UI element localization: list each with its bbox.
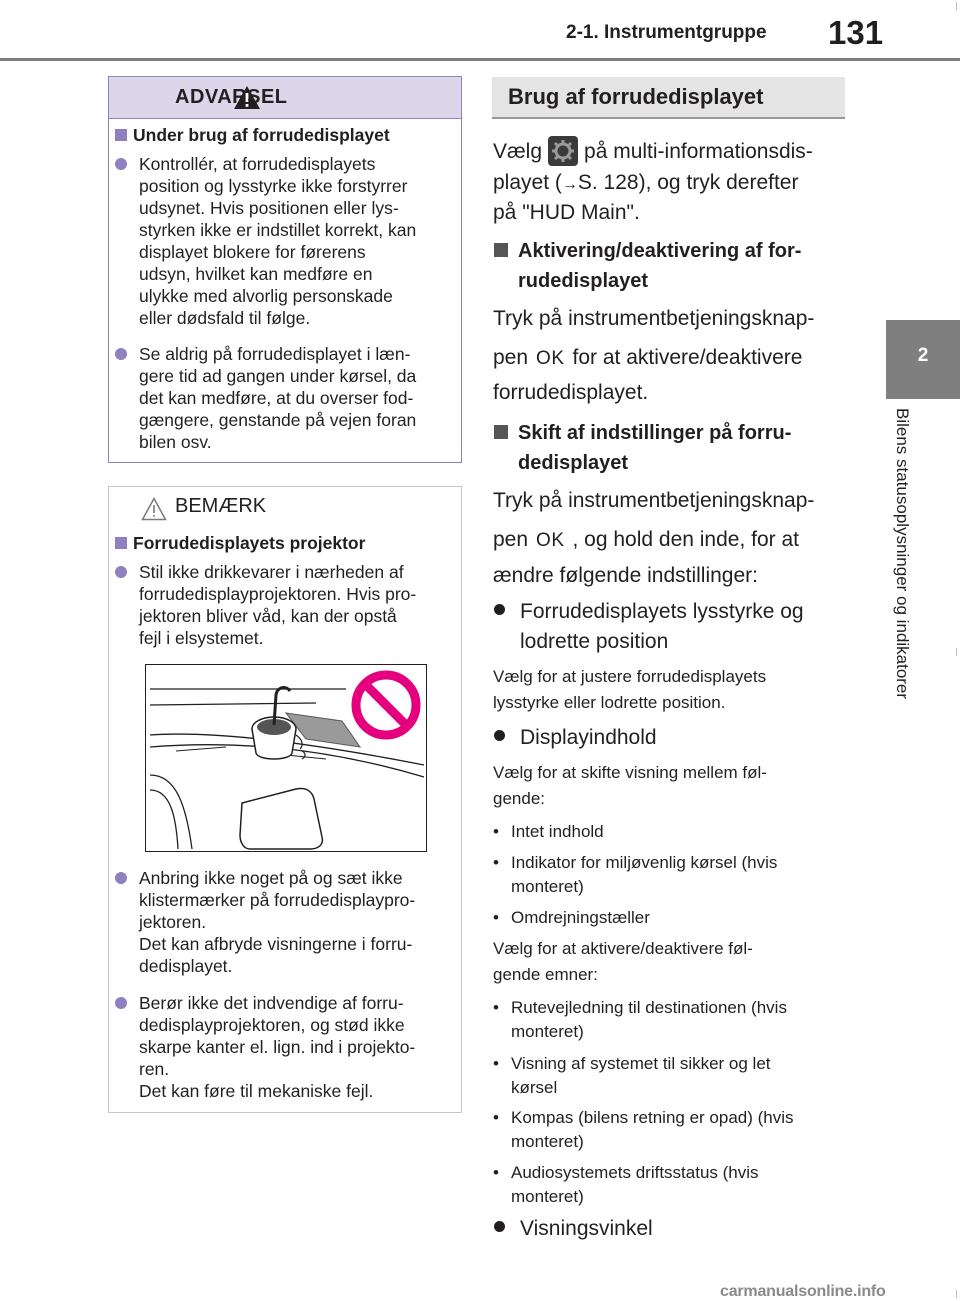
- ok-button-symbol: OK: [536, 348, 565, 369]
- projector-drink-illustration: [145, 664, 427, 852]
- warning-box: [108, 76, 462, 463]
- warning-section-title: [115, 125, 390, 146]
- square-bullet-icon: [494, 425, 508, 439]
- crop-mark: [956, 1290, 957, 1298]
- round-bullet-icon: [115, 158, 127, 170]
- warning-header: [109, 77, 461, 119]
- round-bullet-icon: [494, 604, 505, 615]
- list-item: • Audiosystemets driftsstatus (hvis monteret): [511, 1161, 759, 1209]
- brightness-desc-2: lysstyrke eller lodrette position.: [493, 693, 726, 712]
- subsection-title-settings-2: dedisplayet: [518, 452, 629, 474]
- round-bullet-icon: [115, 872, 127, 884]
- no-drinks-near-projector-image: [146, 665, 425, 850]
- arrow-icon: →: [561, 176, 578, 193]
- subsection-title-line: Aktivering/deaktivering af for-: [518, 240, 802, 262]
- toggle-desc-1: Vælg for at aktivere/deaktivere føl-: [493, 939, 753, 958]
- settings-text-2: [493, 525, 799, 556]
- intro-line2-pre: playet (: [493, 171, 562, 194]
- subsection-title-activation: [494, 236, 801, 266]
- intro-post: på multi-informationsdis-: [584, 140, 813, 163]
- crop-mark: [956, 2, 957, 10]
- option-viewing-angle: [494, 1214, 653, 1244]
- settings-text-1: Tryk på instrumentbetjeningsknap-: [493, 489, 815, 512]
- round-bullet-icon: [494, 1221, 505, 1232]
- warning-title: ADVARSEL: [175, 86, 288, 108]
- page-number: 131: [828, 14, 884, 51]
- notice-bullet-text: Berør ikke det indvendige af forru- dedisplayprojektoren, og stød ikke skarpe kanter el. lign. ind i projekto- ren. Det kan føre til mekaniske fejl.: [139, 993, 416, 1101]
- watermark: carmanualsonline.info: [720, 1283, 886, 1300]
- crop-mark: [956, 648, 957, 656]
- warning-bullet-text: Kontrollér, at forrudedisplayets position og lysstyrke ikke forstyrrer udsynet. Hvis positionen eller lys- styrken ikke er indstillet korrekt, kan displayet blokere for førerens udsyn, hvilket kan medføre en ulykke med alvorlig personskade eller dødsfald til følge.: [139, 154, 417, 328]
- settings-pre: pen: [493, 528, 529, 551]
- notice-bullet-text: Stil ikke drikkevarer i nærheden af forrudedisplayprojektoren. Hvis pro- jektoren bliver våd, kan der opstå fejl i elsystemet.: [139, 562, 417, 648]
- option-display-content: [494, 723, 657, 753]
- option-brightness-2: lodrette position: [520, 630, 669, 653]
- settings-gear-icon: [548, 136, 578, 166]
- list-item: • Rutevejledning til destinationen (hvis monteret): [511, 996, 787, 1044]
- list-item: • Kompas (bilens retning er opad) (hvis monteret): [511, 1106, 794, 1154]
- ok-button-symbol: OK: [536, 530, 565, 551]
- activation-post: for at aktivere/deaktivere: [572, 346, 803, 369]
- warning-bullet-1: [115, 153, 455, 333]
- notice-section-text: Forrudedisplayets projektor: [133, 533, 366, 553]
- intro-line2-post: S. 128), og tryk derefter: [577, 171, 799, 194]
- chapter-title-vertical: [892, 408, 922, 748]
- settings-text-3: ændre følgende indstillinger:: [493, 564, 758, 587]
- notice-bullet-text: Anbring ikke noget på og sæt ikke klistermærker på forrudedisplaypro- jektoren. Det kan afbryde visningerne i forru- dedisplayet.: [139, 868, 416, 976]
- activation-text-1: Tryk på instrumentbetjeningsknap-: [493, 307, 815, 330]
- settings-post: , og hold den inde, for at: [572, 528, 799, 551]
- list-item: • Intet indhold: [511, 820, 604, 844]
- square-bullet-icon: [115, 129, 127, 141]
- intro-line-2: [493, 168, 798, 200]
- list-item: • Indikator for miljøvenlig kørsel (hvis monteret): [511, 851, 777, 899]
- activation-text-3: forrudedisplayet.: [493, 381, 649, 404]
- notice-title: BEMÆRK: [175, 495, 267, 517]
- chapter-title-text: Bilens statusoplysninger og indikatorer: [893, 408, 912, 700]
- round-bullet-icon: [494, 730, 505, 741]
- intro-line-1: [493, 136, 813, 167]
- display-desc-2: gende:: [493, 789, 545, 808]
- warning-section-text: Under brug af forrudedisplayet: [133, 125, 390, 145]
- list-item: • Visning af systemet til sikker og let kørsel: [511, 1052, 771, 1100]
- brightness-desc-1: Vælg for at justere forrudedisplayets: [493, 667, 767, 686]
- subsection-title-line: Skift af indstillinger på forru-: [518, 422, 792, 444]
- square-bullet-icon: [115, 537, 127, 549]
- intro-line-3: på "HUD Main".: [493, 201, 640, 224]
- notice-bullet-1: [115, 561, 455, 653]
- notice-bullet-3: [115, 992, 455, 1104]
- toggle-desc-2: gende emner:: [493, 965, 598, 984]
- square-bullet-icon: [494, 243, 508, 257]
- subsection-title-settings: [494, 418, 791, 448]
- notice-section-title: [115, 533, 365, 554]
- header-rule: [0, 58, 960, 61]
- warning-bullet-2: [115, 343, 455, 455]
- round-bullet-icon: [115, 566, 127, 578]
- option-brightness-text: Forrudedisplayets lysstyrke og: [520, 600, 804, 623]
- list-item: • Omdrejningstæller: [511, 906, 650, 930]
- header-title: 2-1. Instrumentgruppe: [566, 22, 767, 43]
- option-viewing-angle-text: Visningsvinkel: [520, 1217, 653, 1240]
- option-brightness: [494, 597, 804, 627]
- notice-bullet-2: [115, 867, 455, 979]
- activation-text-2: [493, 343, 802, 374]
- section-heading-text: Brug af forrudedisplayet: [508, 84, 764, 109]
- activation-pre: pen: [493, 346, 529, 369]
- round-bullet-icon: [115, 348, 127, 360]
- display-desc-1: Vælg for at skifte visning mellem føl-: [493, 763, 767, 782]
- intro-pre: Vælg: [493, 140, 543, 163]
- round-bullet-icon: [115, 997, 127, 1009]
- notice-box: [108, 486, 462, 1113]
- subsection-title-activation-2: rudedisplayet: [518, 270, 649, 292]
- caution-triangle-icon: [141, 497, 167, 521]
- chapter-number: 2: [917, 345, 929, 366]
- option-display-content-text: Displayindhold: [520, 726, 657, 749]
- section-heading: [492, 77, 845, 119]
- warning-bullet-text: Se aldrig på forrudedisplayet i læn- gere tid ad gangen under kørsel, da det kan medføre, at du overser fod- gængere, genstande på vejen foran bilen osv.: [139, 344, 417, 452]
